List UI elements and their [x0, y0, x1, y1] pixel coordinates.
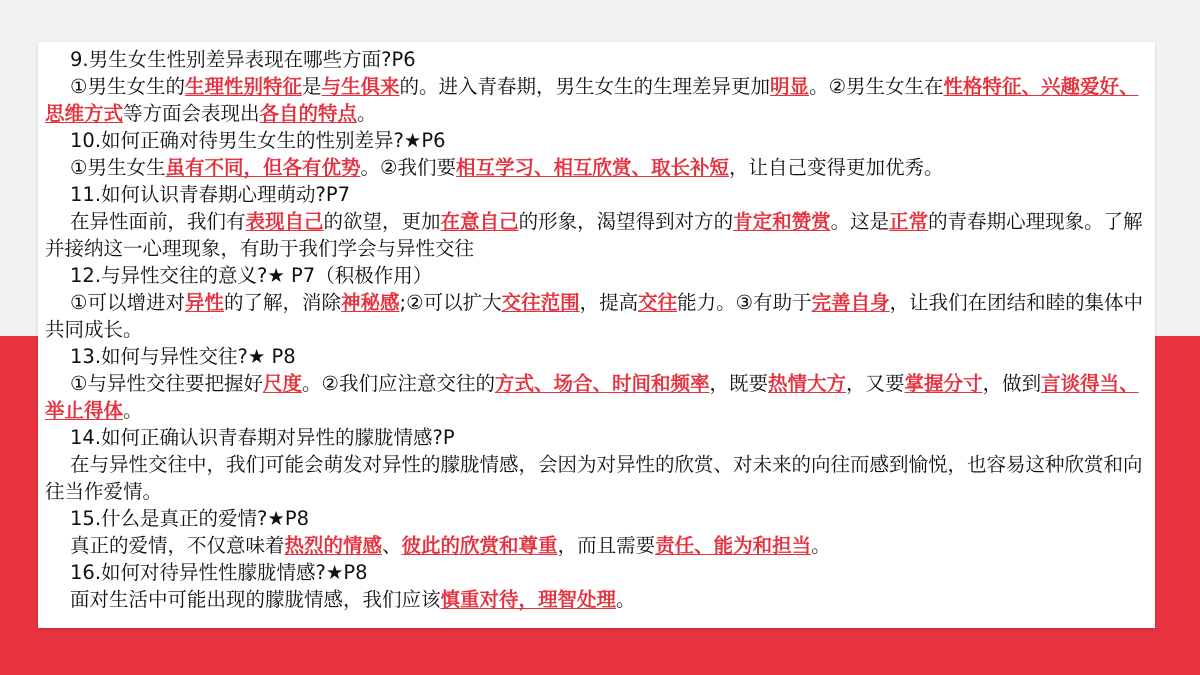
answer-paragraph — [45, 586, 1149, 613]
key-phrase: 与生俱来 — [321, 75, 400, 98]
key-phrase: 交往范围 — [501, 291, 580, 314]
key-phrase: 掌握分寸 — [904, 372, 983, 395]
answer-paragraph — [45, 451, 1149, 505]
question-line: 9.男生女生性别差异表现在哪些方面?P6 — [70, 48, 416, 71]
answer-text: 的欲望，更加 — [323, 210, 441, 233]
key-phrase: 相互学习、相互欣赏、取长补短 — [455, 156, 729, 179]
answer-paragraph — [45, 532, 1149, 559]
answer-text: ①男生女生的 — [70, 75, 185, 98]
question-line: 16.如何对待异性性朦胧情感?★P8 — [70, 561, 368, 584]
question-line: 10.如何正确对待男生女生的性别差异?★P6 — [70, 129, 446, 152]
key-phrase: 性格特征、兴趣爱好、思维方式 — [45, 75, 1139, 125]
answer-text: 。②我们要 — [360, 156, 456, 179]
answer-text: 在与异性交往中，我们可能会萌发对异性的朦胧情感，会因为对异性的欣赏、对未来的向往而感到愉悦，也容易这种欣赏和向往当作爱情。 — [45, 453, 1143, 503]
answer-text: 的形象，渴望得到对方的 — [518, 210, 734, 233]
content-card — [38, 42, 1155, 628]
answer-text: ，既要 — [709, 372, 769, 395]
answer-text: 。 — [811, 534, 831, 557]
question-line: 11.如何认识青春期心理萌动?P7 — [70, 183, 351, 206]
answer-text: ①与异性交往要把握好 — [70, 372, 263, 395]
answer-text: ，做到 — [982, 372, 1042, 395]
key-phrase: 异性 — [184, 291, 224, 314]
answer-paragraph — [45, 154, 1149, 181]
answer-text: 、 — [382, 534, 402, 557]
answer-text: ①可以增进对 — [70, 291, 185, 314]
answer-paragraph — [45, 208, 1149, 262]
answer-text: ，提高 — [579, 291, 639, 314]
key-phrase: 正常 — [889, 210, 929, 233]
answer-text: 的。进入青春期，男生女生的生理差异更加 — [399, 75, 771, 98]
key-phrase: 肯定和赞赏 — [733, 210, 831, 233]
key-phrase: 神秘感 — [341, 291, 400, 314]
key-phrase: 责任、能为和担当 — [655, 534, 812, 557]
answer-text: 。②我们应注意交往的 — [302, 372, 495, 395]
answer-text: 等方面会表现出 — [123, 102, 260, 125]
answer-text: 是 — [302, 75, 322, 98]
key-phrase: 热情大方 — [768, 372, 847, 395]
key-phrase: 热烈的情感 — [284, 534, 383, 557]
key-phrase: 生理性别特征 — [184, 75, 302, 98]
question-line: 15.什么是真正的爱情?★P8 — [70, 507, 310, 530]
key-phrase: 表现自己 — [245, 210, 324, 233]
answer-text: ①男生女生 — [70, 156, 166, 179]
question-line: 12.与异性交往的意义?★ P7（积极作用） — [70, 264, 433, 287]
answer-text: 的了解，消除 — [224, 291, 342, 314]
qa-list — [45, 46, 1149, 613]
key-phrase: 方式、场合、时间和频率 — [494, 372, 710, 395]
key-phrase: 交往 — [638, 291, 678, 314]
answer-text: 的青春期心理现象。了解并接纳这一心理现象，有助于我们学会与异性交往 — [45, 210, 1143, 260]
answer-text: 真正的爱情，不仅意味着 — [70, 534, 285, 557]
key-phrase: 虽有不同，但各有优势 — [165, 156, 361, 179]
key-phrase: 慎重对待，理智处理 — [440, 588, 617, 611]
answer-text: 能力。③有助于 — [677, 291, 812, 314]
answer-text: 。这是 — [830, 210, 890, 233]
question-line: 13.如何与异性交往?★ P8 — [70, 345, 296, 368]
answer-text: 面对生活中可能出现的朦胧情感，我们应该 — [70, 588, 441, 611]
answer-paragraph — [45, 73, 1149, 127]
answer-text: ;②可以扩大 — [399, 291, 502, 314]
key-phrase: 明显 — [770, 75, 810, 98]
answer-text: 。 — [123, 399, 143, 422]
key-phrase: 完善自身 — [811, 291, 890, 314]
key-phrase: 各自的特点 — [259, 102, 358, 125]
answer-text: ，而且需要 — [557, 534, 656, 557]
answer-text: 。 — [357, 102, 377, 125]
answer-text: 在异性面前，我们有 — [70, 210, 246, 233]
key-phrase: 尺度 — [262, 372, 302, 395]
answer-paragraph — [45, 289, 1149, 343]
answer-paragraph — [45, 370, 1149, 424]
answer-text: ，让我们在团结和睦的集体中共同成长。 — [45, 291, 1144, 341]
key-phrase: 在意自己 — [440, 210, 519, 233]
key-phrase: 彼此的欣赏和尊重 — [401, 534, 558, 557]
answer-text: 。 — [616, 588, 636, 611]
answer-text: ，让自己变得更加优秀。 — [729, 156, 944, 179]
question-line: 14.如何正确认识青春期对异性的朦胧情感?P — [70, 426, 455, 449]
answer-text: ，又要 — [846, 372, 905, 395]
answer-text: 。②男生女生在 — [809, 75, 944, 98]
key-phrase: 言谈得当、举止得体 — [45, 372, 1139, 422]
